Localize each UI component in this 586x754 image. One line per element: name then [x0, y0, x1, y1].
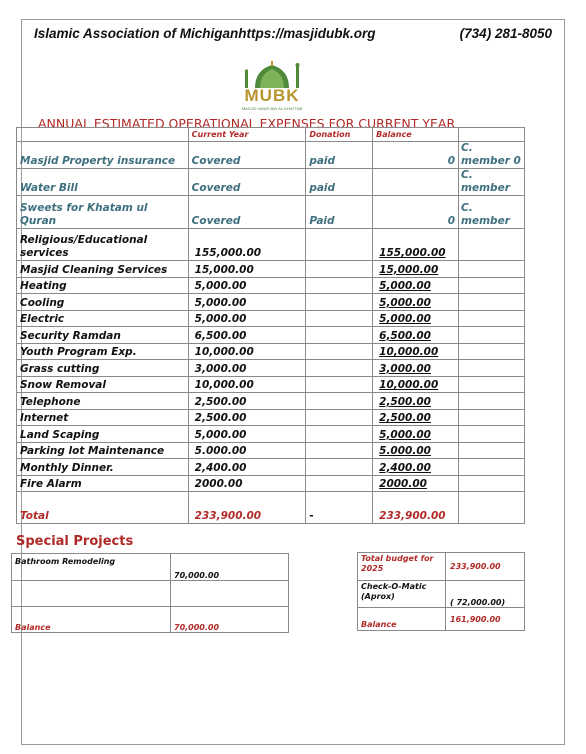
row-balance: 2,500.00: [373, 393, 459, 410]
budget-total-value: 233,900.00: [446, 553, 525, 581]
page-title: ANNUAL ESTIMATED OPERATIONAL EXPENSES FOR CURRENT YEAR: [38, 116, 456, 131]
phone-number: (734) 281-8050: [459, 26, 552, 41]
header-extra: [459, 128, 525, 142]
row-label: Sweets for Khatam ul Quran: [17, 196, 189, 229]
row-donation: [306, 327, 373, 344]
row-label: Monthly Dinner.: [17, 459, 189, 476]
row-label: Heating: [17, 277, 189, 294]
row-current: 5.000.00: [188, 442, 306, 459]
row-current: 2,400.00: [188, 459, 306, 476]
row-balance: 155,000.00: [373, 229, 459, 261]
row-extra: [459, 459, 525, 476]
budget-total-row: [358, 553, 525, 581]
total-label: Total: [17, 505, 189, 524]
table-row: [17, 229, 525, 261]
row-extra: [459, 327, 525, 344]
project-balance-row: [12, 607, 289, 633]
row-donation: [306, 360, 373, 377]
checkomatic-label: Check-O-Matic (Aprox): [358, 581, 446, 608]
row-donation: paid: [306, 169, 373, 196]
row-donation: [306, 393, 373, 410]
row-extra: [459, 426, 525, 443]
row-extra: [459, 277, 525, 294]
header-balance: Balance: [373, 128, 459, 142]
table-row: [17, 409, 525, 426]
header-current-year: Current Year: [188, 128, 306, 142]
table-row: [17, 442, 525, 459]
table-row: [17, 426, 525, 443]
table-row: [17, 261, 525, 278]
logo-subtitle: MASJID UMAR BIN AL-KHATTAB: [241, 106, 303, 111]
row-extra: [459, 393, 525, 410]
budget-summary-table: [357, 552, 525, 631]
row-balance: 10,000.00: [373, 376, 459, 393]
row-donation: [306, 426, 373, 443]
row-current: 5,000.00: [188, 277, 306, 294]
row-label: Religious/Educational services: [17, 229, 189, 261]
org-name: Islamic Association of Michigan: [34, 26, 239, 41]
row-extra: [459, 294, 525, 311]
row-donation: [306, 475, 373, 492]
row-balance: 5,000.00: [373, 426, 459, 443]
mubk-logo: [230, 60, 314, 116]
row-balance: 10,000.00: [373, 343, 459, 360]
row-balance: 2000.00: [373, 475, 459, 492]
project-balance-label: Balance: [12, 607, 171, 633]
row-extra: [459, 343, 525, 360]
table-row: [17, 310, 525, 327]
row-label: Youth Program Exp.: [17, 343, 189, 360]
row-donation: [306, 376, 373, 393]
row-donation: [306, 459, 373, 476]
row-current: 6,500.00: [188, 327, 306, 344]
row-current: 15,000.00: [188, 261, 306, 278]
table-row: [17, 393, 525, 410]
header-donation: Donation: [306, 128, 373, 142]
project-value: 70,000.00: [171, 554, 289, 581]
row-donation: [306, 261, 373, 278]
row-balance: 2,500.00: [373, 409, 459, 426]
table-row: [17, 360, 525, 377]
total-current: 233,900.00: [188, 505, 306, 524]
row-extra: [459, 360, 525, 377]
project-label: Bathroom Remodeling: [12, 554, 171, 581]
budget-total-label: Total budget for 2025: [358, 553, 446, 581]
row-label: Snow Removal: [17, 376, 189, 393]
row-extra: [459, 229, 525, 261]
total-balance: 233,900.00: [373, 505, 459, 524]
row-extra: [459, 475, 525, 492]
row-donation: [306, 294, 373, 311]
row-label: Electric: [17, 310, 189, 327]
row-label: Land Scaping: [17, 426, 189, 443]
row-label: Telephone: [17, 393, 189, 410]
row-balance: 5.000.00: [373, 442, 459, 459]
table-row: [17, 376, 525, 393]
row-extra: C. member 0: [459, 142, 525, 169]
table-row: [17, 343, 525, 360]
table-row: [17, 294, 525, 311]
letterhead: [34, 26, 552, 44]
row-current: 5,000.00: [188, 294, 306, 311]
row-label: Internet: [17, 409, 189, 426]
row-balance: 3,000.00: [373, 360, 459, 377]
row-balance: 5,000.00: [373, 277, 459, 294]
budget-balance-label: Balance: [358, 608, 446, 631]
special-projects-heading: Special Projects: [16, 534, 134, 549]
row-label: Masjid Property insurance: [17, 142, 189, 169]
row-current: Covered: [188, 142, 306, 169]
expenses-table: [16, 127, 525, 524]
website-link[interactable]: https://masjidubk.org: [238, 26, 376, 41]
table-row: [17, 459, 525, 476]
row-current: 2000.00: [188, 475, 306, 492]
row-extra: C. member: [459, 196, 525, 229]
budget-balance-row: [358, 608, 525, 631]
row-label: Cooling: [17, 294, 189, 311]
checkomatic-value: ( 72,000.00): [446, 581, 525, 608]
row-extra: [459, 409, 525, 426]
table-row: [17, 196, 525, 229]
row-current: 3,000.00: [188, 360, 306, 377]
row-donation: [306, 409, 373, 426]
row-label: Fire Alarm: [17, 475, 189, 492]
row-extra: C. member: [459, 169, 525, 196]
row-current: 5,000.00: [188, 310, 306, 327]
row-donation: [306, 310, 373, 327]
row-balance: 6,500.00: [373, 327, 459, 344]
header-item: [17, 128, 189, 142]
row-extra: [459, 310, 525, 327]
row-label: Grass cutting: [17, 360, 189, 377]
row-balance: 0: [373, 196, 459, 229]
row-extra: [459, 261, 525, 278]
table-row: [17, 327, 525, 344]
row-balance: 5,000.00: [373, 294, 459, 311]
row-current: 5,000.00: [188, 426, 306, 443]
row-current: 2,500.00: [188, 409, 306, 426]
budget-balance-value: 161,900.00: [446, 608, 525, 631]
row-current: 10,000.00: [188, 343, 306, 360]
row-current: Covered: [188, 196, 306, 229]
table-row: [17, 277, 525, 294]
row-donation: Paid: [306, 196, 373, 229]
spacer-row: [17, 492, 525, 505]
row-donation: [306, 343, 373, 360]
table-row: [17, 169, 525, 196]
row-extra: [459, 442, 525, 459]
row-donation: [306, 277, 373, 294]
logo-text: MUBK: [244, 86, 300, 105]
row-balance: 15,000.00: [373, 261, 459, 278]
row-donation: [306, 442, 373, 459]
special-projects-table: [11, 553, 289, 633]
row-current: 2,500.00: [188, 393, 306, 410]
table-row: [17, 142, 525, 169]
row-label: Security Ramdan: [17, 327, 189, 344]
table-row: [17, 475, 525, 492]
row-donation: [306, 229, 373, 261]
row-balance: [373, 169, 459, 196]
row-label: Water Bill: [17, 169, 189, 196]
project-balance-value: 70,000.00: [171, 607, 289, 633]
row-current: Covered: [188, 169, 306, 196]
row-label: Parking lot Maintenance: [17, 442, 189, 459]
row-balance: 2,400.00: [373, 459, 459, 476]
row-label: Masjid Cleaning Services: [17, 261, 189, 278]
total-extra: [459, 505, 525, 524]
total-row: [17, 505, 525, 524]
project-empty-row: [12, 581, 289, 607]
row-balance: 5,000.00: [373, 310, 459, 327]
table-header-row: [17, 128, 525, 142]
row-balance: 0: [373, 142, 459, 169]
checkomatic-row: [358, 581, 525, 608]
row-current: 10,000.00: [188, 376, 306, 393]
row-donation: paid: [306, 142, 373, 169]
row-current: 155,000.00: [188, 229, 306, 261]
row-extra: [459, 376, 525, 393]
project-row: [12, 554, 289, 581]
total-donation: -: [306, 505, 373, 524]
